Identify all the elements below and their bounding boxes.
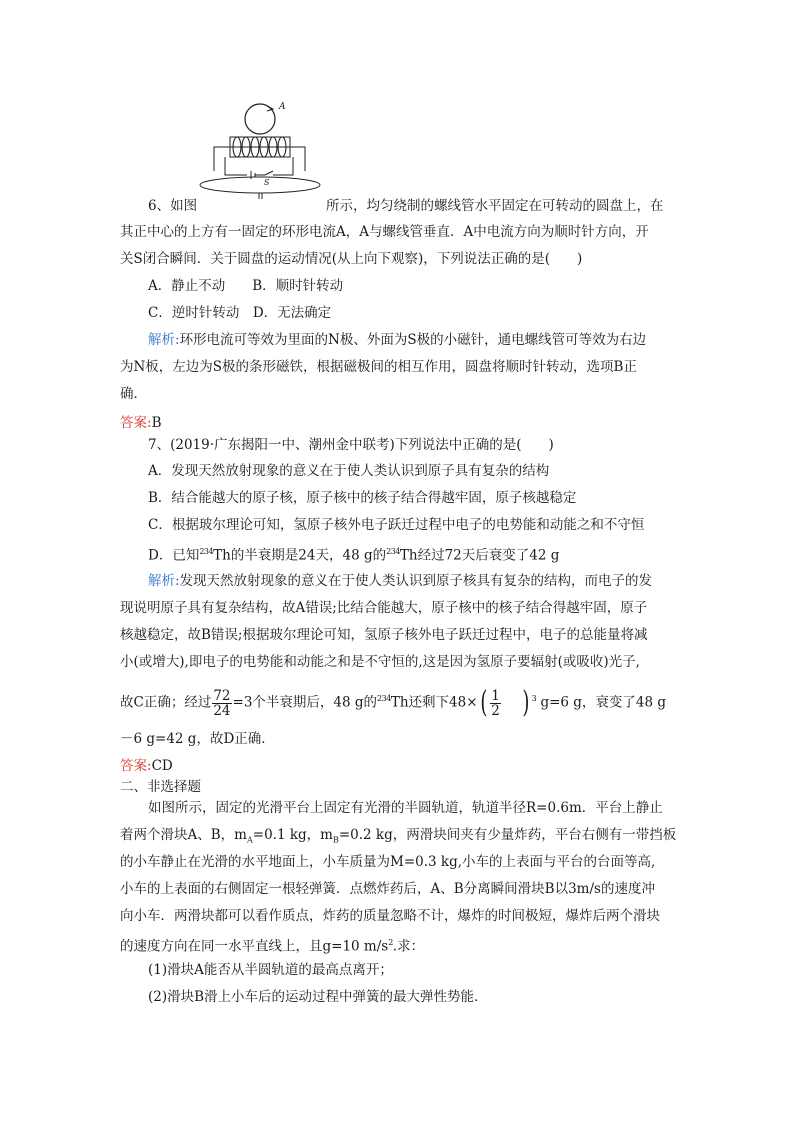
q6-stem-line2: 其正中心的上方有一固定的环形电流A，A与螺线管垂直．A中电流方向为顺时针方向，开 (120, 224, 649, 240)
q7-stem: 7、(2019·广东揭阳一中、潮州金中联考)下列说法中正确的是( ) (148, 437, 554, 453)
q6-stem-start: 6、如图 (148, 198, 198, 214)
q7-analysis-line1: 解析:发现天然放射现象的意义在于使人类认识到原子核具有复杂的结构，而电子的发 (148, 573, 653, 589)
q6-answer: 答案:B (120, 415, 162, 431)
q7-option-d: D．已知$^{234}$Th的半衰期是24天，48 g的$^{234}$Th经过72天后衰变了42 g (148, 547, 560, 564)
problem-line2: 着两个滑块A、B，$m_A=0.1$ kg，$m_B=0.2$ kg，两滑块间夹有少量炸药，平台右侧有一带挡板 (120, 827, 677, 845)
q6-analysis-line2: 为N板，左边为S极的条形磁铁，根据磁极间的相互作用，圆盘将顺时针转动，选项B正 (120, 359, 637, 375)
solenoid-disk-figure (197, 99, 325, 199)
q6-options-ab: A．静止不动 B．顺时针转动 (148, 278, 344, 294)
figure-label-s: S (264, 178, 270, 187)
q6-stem-cont: 所示，均匀绕制的螺线管水平固定在可转动的圆盘上，在 (326, 198, 664, 214)
problem-line4: 小车的上表面的右侧固定一根轻弹簧．点燃炸药后，A、B分离瞬间滑块B以3m/s的速度冲 (120, 881, 655, 897)
q6-analysis-line3: 确． (120, 386, 147, 402)
support-frame (214, 147, 305, 171)
answer-label: 答案: (120, 415, 152, 431)
q6-analysis-line1: 解析:环形电流可等效为里面的N极、外面为S极的小磁针，通电螺线管可等效为右边 (148, 332, 647, 348)
problem-line6: 的速度方向在同一水平直线上，且g=10 $m/s^2$.求： (120, 938, 425, 955)
q7-analysis-line4: 小(或增大),即电子的电势能和动能之和是不守恒的,这是因为氢原子要辐射(或吸收)光子, (120, 654, 640, 670)
problem-line1: 如图所示，固定的光滑平台上固定有光滑的半圆轨道，轨道半径R=0.6m．平台上静止 (148, 800, 663, 816)
solenoid-coils (233, 137, 286, 157)
ring-current (245, 104, 275, 134)
answer-label: 答案: (120, 758, 152, 774)
sub-question-2: (2)滑块B滑上小车后的运动过程中弹簧的最大弹性势能． (148, 989, 488, 1005)
q7-analysis-line5: 故C正确；经过 $\frac{72}{24}$ =3个半衰期后，48 g的$^{234}$Th还剩下48×( $\frac{1}{2}$ ) $^3$ g=6 g，衰变了48 g (120, 685, 667, 720)
q7-answer: 答案:CD (120, 758, 173, 774)
q6-options-cd: C．逆时针转动 D．无法确定 (148, 305, 332, 321)
q7-analysis-line2: 现说明原子具有复杂结构，故A错误;比结合能越大，原子核中的核子结合得越牢固，原子 (120, 600, 648, 616)
q7-option-c: C．根据玻尔理论可知，氢原子核外电子跃迁过程中电子的电势能和动能之和不守恒 (148, 517, 645, 533)
analysis-label: 解析: (148, 332, 180, 348)
switch (265, 171, 273, 175)
q7-analysis-line3: 核越稳定，故B错误;根据玻尔理论可知，氢原子核外电子跃迁过程中，电子的总能量将减 (120, 627, 648, 643)
problem-line3: 的小车静止在光滑的水平地面上，小车质量为M=0.3 kg,小车的上表面与平台的台面等高, (120, 854, 656, 870)
figure-label-a: A (279, 102, 286, 112)
fraction-one-half: $\frac{1}{2}$ (491, 687, 500, 719)
rotating-disk (200, 177, 320, 193)
analysis-label: 解析: (148, 573, 180, 589)
disk-axle (259, 193, 262, 199)
section-heading: 二、非选择题 (120, 779, 201, 795)
problem-line5: 向小车．两滑块都可以看作质点，炸药的质量忽略不计，爆炸的时间极短，爆炸后两个滑块 (120, 908, 660, 924)
sub-question-1: (1)滑块A能否从半圆轨道的最高点离开； (148, 962, 393, 978)
q7-option-a: A．发现天然放射现象的意义在于使人类认识到原子具有复杂的结构 (148, 463, 550, 479)
fraction-72-24: $\frac{72}{24}$ (213, 687, 231, 719)
q7-option-b: B．结合能越大的原子核，原子核中的核子结合得越牢固，原子核越稳定 (148, 490, 577, 506)
q6-stem-line3: 关S闭合瞬间．关于圆盘的运动情况(从上向下观察)，下列说法正确的是( ) (120, 251, 583, 267)
q7-analysis-line6: －6 g=42 g，故D正确． (120, 731, 275, 747)
circuit-wire (225, 157, 293, 179)
